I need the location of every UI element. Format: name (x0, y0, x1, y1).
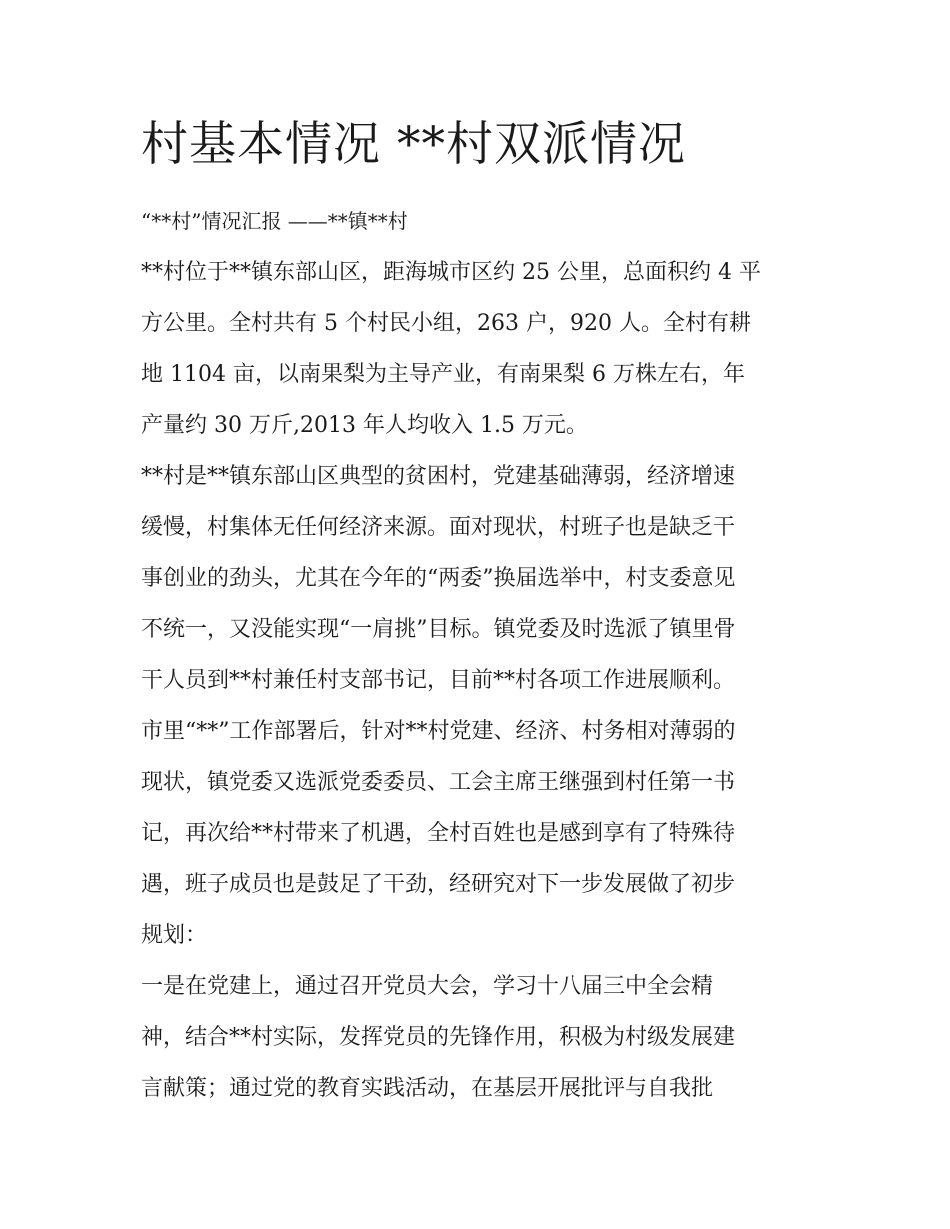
text-line: 遇，班子成员也是鼓足了干劲，经研究对下一步发展做了初步 (141, 872, 736, 897)
text-line: 不统一，又没能实现“一肩挑”目标。镇党委及时选派了镇里骨 (141, 617, 736, 642)
text-line: 方公里。全村共有 5 个村民小组，263 户，920 人。全村有耕 (141, 311, 751, 336)
text-line: 干人员到**村兼任村支部书记，目前**村各项工作进展顺利。 (141, 668, 736, 693)
text-line: 市里“**”工作部署后，针对**村党建、经济、村务相对薄弱的 (141, 719, 736, 744)
text-line: 地 1104 亩，以南果梨为主导产业，有南果梨 6 万株左右，年 (141, 362, 745, 387)
document-title: 村基本情况 **村双派情况 (141, 117, 686, 172)
text-line: 神，结合**村实际，发挥党员的先锋作用，积极为村级发展建 (141, 1025, 736, 1050)
text-line: **村位于**镇东部山区，距海城市区约 25 公里，总面积约 4 平 (141, 260, 761, 285)
text-line: 现状，镇党委又选派党委委员、工会主席王继强到村任第一书 (141, 770, 736, 795)
text-line: 言献策；通过党的教育实践活动，在基层开展批评与自我批 (141, 1076, 714, 1101)
text-line: 一是在党建上，通过召开党员大会，学习十八届三中全会精 (141, 974, 714, 999)
text-line: 记，再次给**村带来了机遇，全村百姓也是感到享有了特殊待 (141, 821, 736, 846)
paragraph-village-overview (141, 247, 821, 451)
text-line: **村是**镇东部山区典型的贫困村，党建基础薄弱，经济增速 (141, 464, 736, 489)
paragraph-party-building (141, 961, 821, 1114)
text-line: 缓慢，村集体无任何经济来源。面对现状，村班子也是缺乏干 (141, 515, 736, 540)
paragraph-current-situation (141, 451, 821, 961)
text-line: 规划： (141, 923, 208, 948)
text-line: 产量约 30 万斤,2013 年人均收入 1.5 万元。 (141, 413, 588, 438)
document-subtitle: “**村”情况汇报 ——**镇**村 (141, 209, 408, 233)
text-line: 事创业的劲头，尤其在今年的“两委”换届选举中，村支委意见 (141, 566, 736, 591)
